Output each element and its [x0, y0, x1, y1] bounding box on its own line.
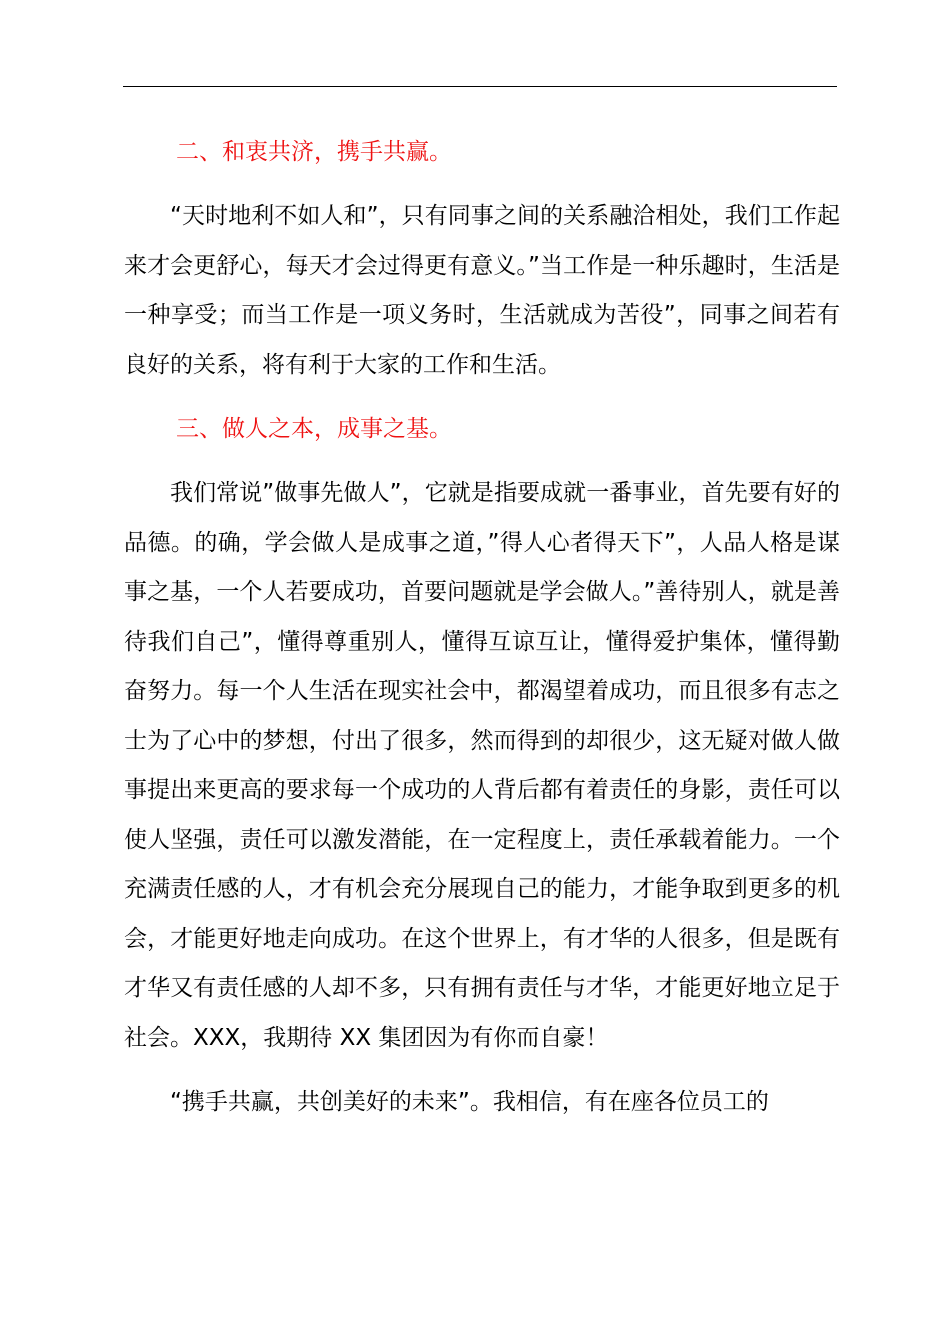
section-heading-3: 三、做人之本，成事之基。: [176, 416, 452, 442]
document-body: [124, 128, 840, 1128]
section-paragraph-3: 我们常说”做事先做人”，它就是指要成就一番事业，首先要有好的品德。的确，学会做人是成事之道，”得人心者得天下”，人品人格是谋事之基，一个人若要成功，首要问题就是学会做人。”善待别人，就是善待我们自己”，懂得尊重别人，懂得互谅互让，懂得爱护集体，懂得勤奋努力。每一个人生活在现实社会中，都渴望着成功，而且很多有志之士为了心中的梦想，付出了很多，然而得到的却很少，这无疑对做人做事提出来更高的要求每一个成功的人背后都有着责任的身影，责任可以使人坚强，责任可以激发潜能，在一定程度上，责任承载着能力。一个充满责任感的人，才有机会充分展现自己的能力，才能争取到更多的机会，才能更好地走向成功。在这个世界上，有才华的人很多，但是既有才华又有责任感的人却不多，只有拥有责任与才华，才能更好地立足于社会。XXX，我期待 XX 集团因为有你而自豪！: [124, 480, 840, 1051]
section-paragraph-2: “天时地利不如人和”，只有同事之间的关系融洽相处，我们工作起来才会更舒心，每天才会过得更有意义。”当工作是一种乐趣时，生活是一种享受；而当工作是一项义务时，生活就成为苦役”，同事之间若有良好的关系，将有利于大家的工作和生活。: [124, 203, 840, 378]
header-rule: [123, 86, 837, 87]
closing-paragraph: “携手共赢，共创美好的未来”。我相信，有在座各位员工的: [170, 1089, 769, 1115]
section-heading-2: 二、和衷共济，携手共赢。: [176, 139, 452, 165]
